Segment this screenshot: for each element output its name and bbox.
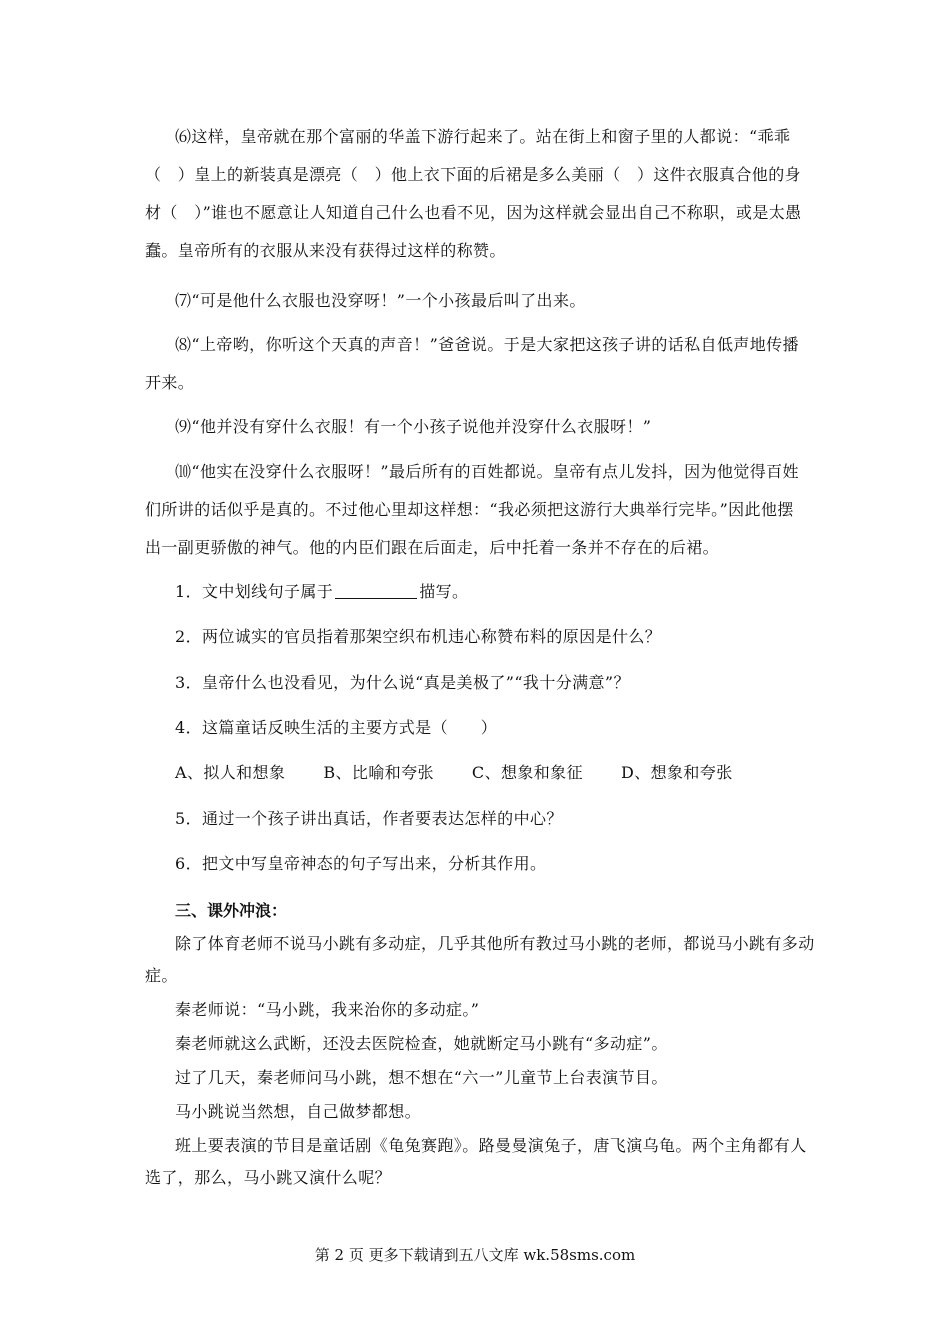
answer-blank[interactable] [335,582,417,599]
section-3-heading: 三、课外冲浪： [175,901,288,920]
question-3: 3．皇帝什么也没看见，为什么说“真是美极了”“我十分满意”？ [175,673,630,692]
question-1 [175,580,468,604]
paragraph-9: ⑼“他并没有穿什么衣服！有一个小孩子说他并没穿什么衣服呀！” [175,417,652,436]
paragraph-8: ⑻“上帝哟，你听这个天真的声音！”爸爸说。于是大家把这孩子讲的话私自低声地传播开来。 [145,335,799,392]
story-paragraph-2: 秦老师说：“马小跳，我来治你的多动症。” [175,1000,480,1019]
question-5: 5．通过一个孩子讲出真话，作者要表达怎样的中心？ [175,809,563,828]
question-1-suffix: 描写。 [419,582,469,601]
question-2: 2．两位诚实的官员指着那架空织布机违心称赞布料的原因是什么？ [175,627,662,646]
question-6: 6．把文中写皇帝神态的句子写出来，分析其作用。 [175,854,547,873]
page-footer: 第 2 页 更多下载请到五八文库 wk.58sms.com [314,1246,636,1264]
paragraph-7: ⑺“可是他什么衣服也没穿呀！”一个小孩最后叫了出来。 [175,291,586,310]
story-paragraph-6: 班上要表演的节目是童话剧《龟兔赛跑》。路曼曼演兔子，唐飞演乌龟。两个主角都有人选了，那么，马小跳又演什么呢？ [145,1136,807,1187]
story-paragraph-3: 秦老师就这么武断，还没去医院检查，她就断定马小跳有“多动症”。 [175,1034,668,1053]
question-1-text: 1．文中划线句子属于 [175,582,334,601]
story-paragraph-1: 除了体育老师不说马小跳有多动症，几乎其他所有教过马小跳的老师，都说马小跳有多动症。 [145,934,815,985]
question-4-options [175,761,771,785]
option-c: C、想象和象征 [471,763,583,782]
option-d: D、想象和夸张 [620,763,733,782]
option-a: A、拟人和想象 [175,763,286,782]
option-b: B、比喻和夸张 [323,763,434,782]
story-paragraph-4: 过了几天，秦老师问马小跳，想不想在“六一”儿童节上台表演节目。 [175,1068,668,1087]
paragraph-10: ⑽“他实在没穿什么衣服呀！”最后所有的百姓都说。皇帝有点儿发抖，因为他觉得百姓们所讲的话似乎是真的。不过他心里却这样想：“我必须把这游行大典举行完毕。”因此他摆出一副更骄傲的神气。他的内臣们跟在后面走，后中托着一条并不存在的后裙。 [145,462,799,557]
question-4: 4．这篇童话反映生活的主要方式是（ ） [175,718,498,737]
story-paragraph-5: 马小跳说当然想，自己做梦都想。 [175,1102,422,1121]
paragraph-6: ⑹这样，皇帝就在那个富丽的华盖下游行起来了。站在街上和窗子里的人都说：“乖乖（ ）皇上的新装真是漂亮（ ）他上衣下面的后裙是多么美丽（ ）这件衣服真合他的身材（ ）”谁也不愿意让人知道自己什么也看不见，因为这样就会显出自己不称职，或是太愚蠢。皇帝所有的衣服从来没有获得过这样的称赞。 [145,127,802,260]
